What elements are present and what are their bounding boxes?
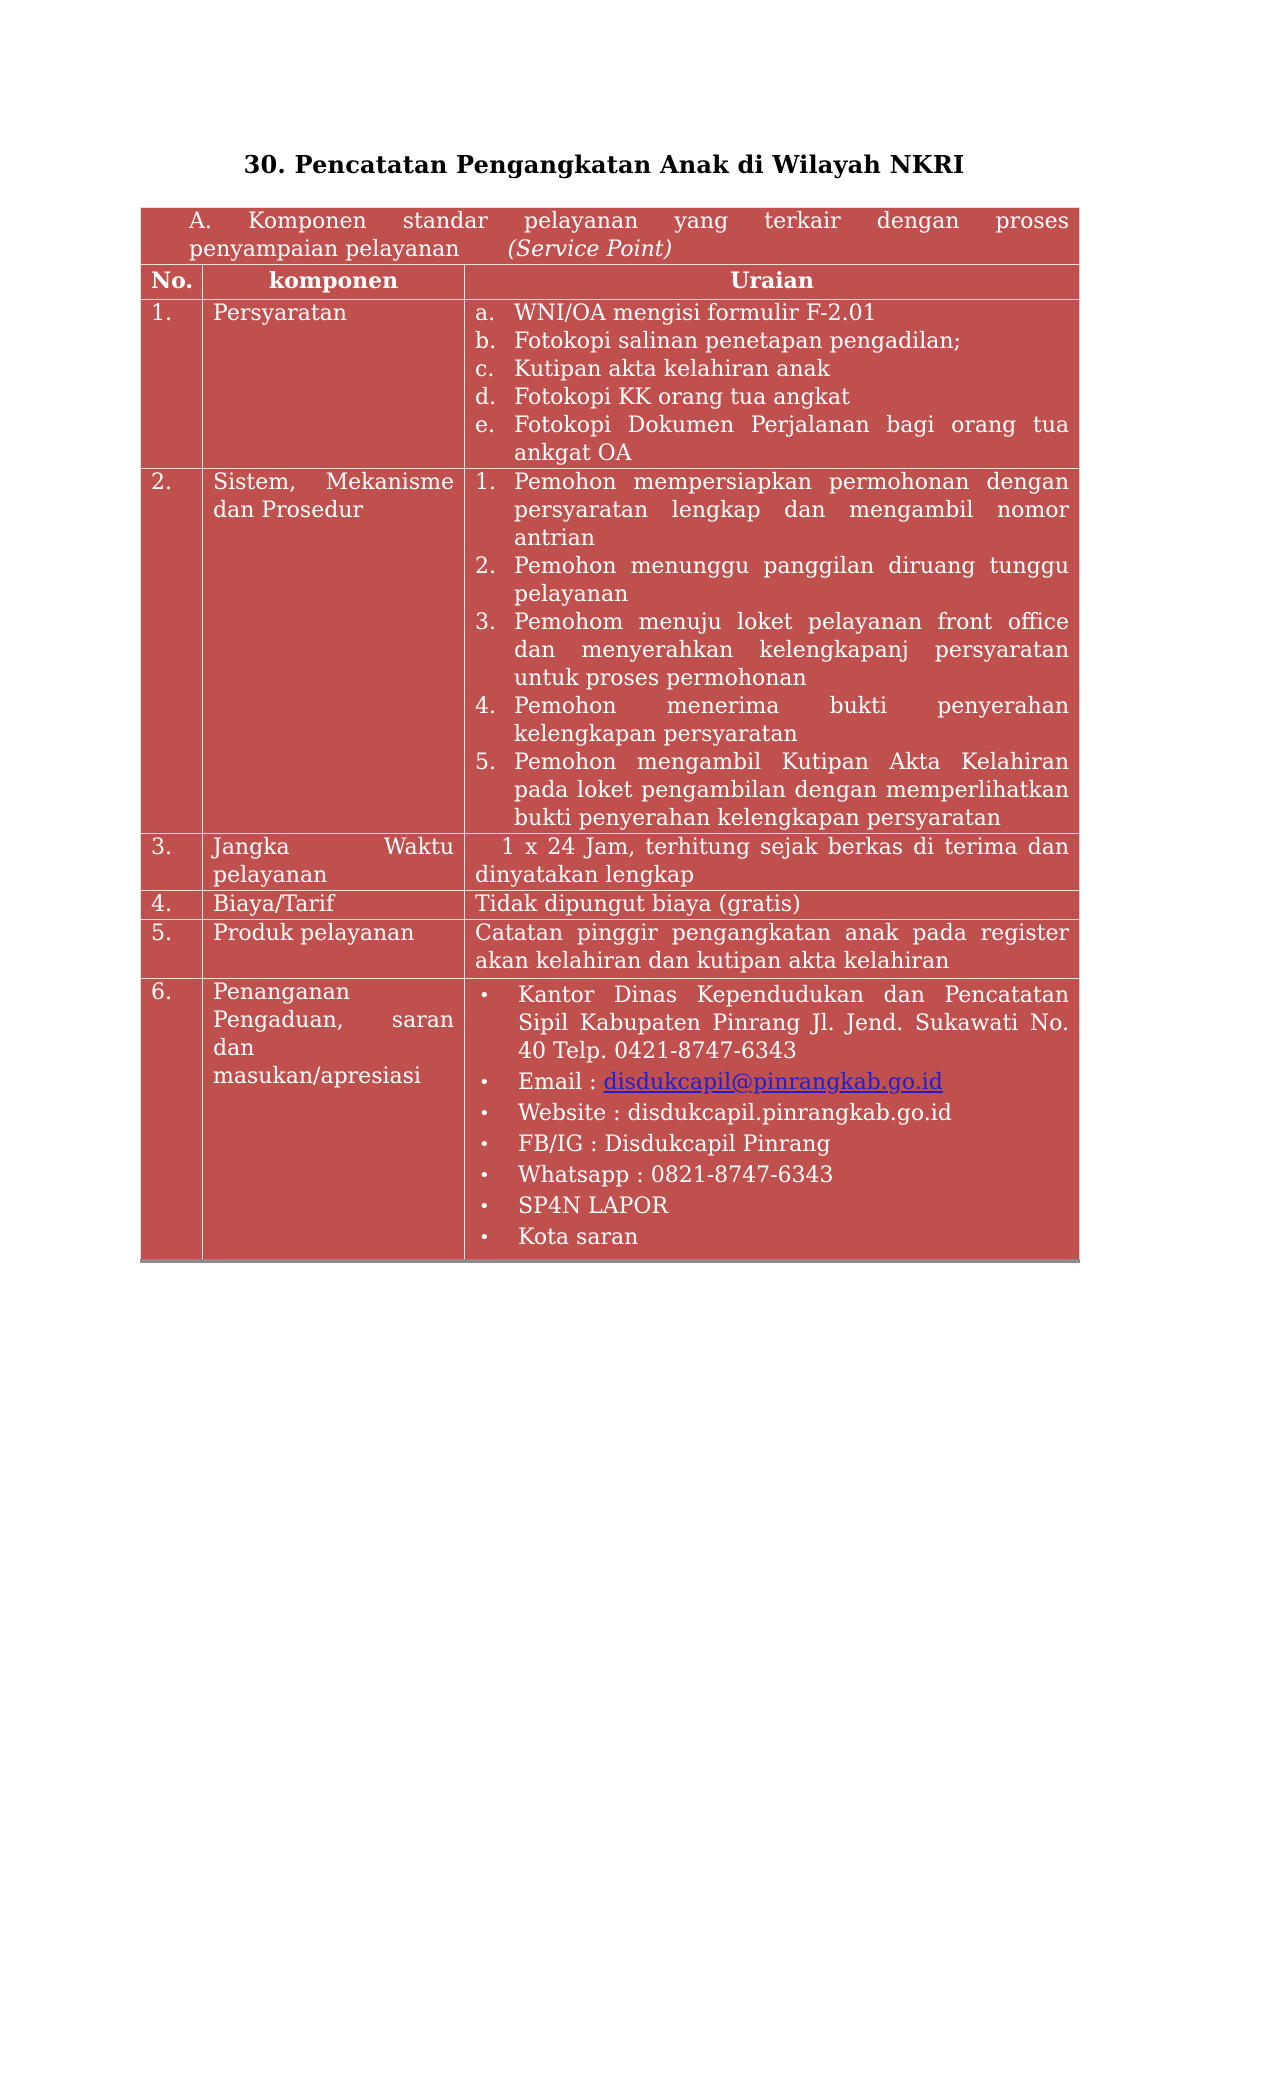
- office-address: Kantor Dinas Kependudukan dan Pencatatan Sipil Kabupaten Pinrang Jl. Jend. Sukawati No. 40 Telp. 0421-8747-6343: [518, 983, 1069, 1064]
- list-text: Pemohon menunggu panggilan diruang tunggu pelayanan: [514, 554, 1069, 607]
- list-item: [475, 1131, 1069, 1159]
- list-text: Fotokopi salinan penetapan pengadilan;: [514, 329, 961, 354]
- list-text: Kutipan akta kelahiran anak: [514, 357, 830, 382]
- list-item: [475, 469, 1069, 553]
- table-row: [141, 891, 1080, 920]
- kota-saran-text: Kota saran: [518, 1225, 639, 1250]
- list-marker: e.: [475, 413, 496, 438]
- section-header-row: [141, 208, 1080, 265]
- service-standard-table: [140, 207, 1080, 1263]
- row-description: [465, 834, 1080, 891]
- list-marker: 4.: [475, 694, 496, 719]
- list-item: [475, 693, 1069, 749]
- section-header: [141, 208, 1080, 265]
- list-marker: c.: [475, 357, 495, 382]
- service-time-text: 1 x 24 Jam, terhitung sejak berkas di terima dan dinyatakan lengkap: [475, 835, 1069, 888]
- document-title: 30. Pencatatan Pengangkatan Anak di Wilayah NKRI: [243, 150, 965, 179]
- row-component: Jangka Waktu pelayanan: [203, 834, 465, 891]
- column-header-uraian: Uraian: [465, 265, 1080, 300]
- list-text: Fotokopi Dokumen Perjalanan bagi orang tua ankgat OA: [514, 413, 1069, 466]
- list-text: Pemohom menuju loket pelayanan front office dan menyerahkan kelengkapanj persyaratan untuk proses permohonan: [514, 610, 1069, 691]
- column-header-komponen: komponen: [203, 265, 465, 300]
- section-header-line2: penyampaian pelayanan: [189, 237, 460, 262]
- list-item: [475, 1069, 1069, 1097]
- list-item: [475, 1224, 1069, 1252]
- list-item: [475, 356, 1069, 384]
- bullet-icon: •: [479, 985, 490, 1006]
- row-description: [465, 979, 1080, 1262]
- bullet-icon: •: [479, 1072, 490, 1093]
- column-header-row: [141, 265, 1080, 300]
- row-description: [465, 469, 1080, 834]
- list-text: Pemohon menerima bukti penyerahan kelengkapan persyaratan: [514, 694, 1069, 747]
- list-item: [475, 609, 1069, 693]
- list-item: [475, 1162, 1069, 1190]
- row-component: Persyaratan: [203, 300, 465, 469]
- row-component: Biaya/Tarif: [203, 891, 465, 920]
- list-text: Pemohon mengambil Kutipan Akta Kelahiran pada loket pengambilan dengan memperlihatkan bukti penyerahan kelengkapan persyaratan: [514, 750, 1069, 831]
- table-row: [141, 979, 1080, 1262]
- email-link[interactable]: disdukcapil@pinrangkab.go.id: [603, 1070, 943, 1095]
- row-number: 2.: [141, 469, 203, 834]
- row-number: 1.: [141, 300, 203, 469]
- list-item: [475, 1100, 1069, 1128]
- bullet-icon: •: [479, 1227, 490, 1248]
- table-row: [141, 834, 1080, 891]
- table-row: [141, 300, 1080, 469]
- list-item: [475, 1193, 1069, 1221]
- row-component: Produk pelayanan: [203, 920, 465, 979]
- list-marker: b.: [475, 329, 497, 354]
- section-header-line1: A. Komponen standar pelayanan yang terkair dengan proses: [189, 209, 1069, 234]
- procedure-list: [475, 469, 1069, 833]
- bullet-icon: •: [479, 1196, 490, 1217]
- requirements-list: [475, 300, 1069, 468]
- row-description: [465, 300, 1080, 469]
- row-description: Tidak dipungut biaya (gratis): [465, 891, 1080, 920]
- list-text: WNI/OA mengisi formulir F-2.01: [514, 301, 877, 326]
- row-component: Penanganan Pengaduan, saran dan masukan/apresiasi: [203, 979, 465, 1262]
- list-marker: 1.: [475, 470, 496, 495]
- list-text: Pemohon mempersiapkan permohonan dengan persyaratan lengkap dan mengambil nomor antrian: [514, 470, 1069, 551]
- email-label: Email :: [518, 1070, 604, 1095]
- bullet-icon: •: [479, 1165, 490, 1186]
- list-marker: a.: [475, 301, 496, 326]
- row-component: Sistem, Mekanisme dan Prosedur: [203, 469, 465, 834]
- list-item: [475, 328, 1069, 356]
- row-number: 4.: [141, 891, 203, 920]
- bullet-icon: •: [479, 1134, 490, 1155]
- row-number: 6.: [141, 979, 203, 1262]
- row-description: Catatan pinggir pengangkatan anak pada register akan kelahiran dan kutipan akta kelahiran: [465, 920, 1080, 979]
- list-marker: d.: [475, 385, 497, 410]
- website-text: Website : disdukcapil.pinrangkab.go.id: [518, 1101, 952, 1126]
- list-marker: 2.: [475, 554, 496, 579]
- list-item: [475, 412, 1069, 468]
- social-text: FB/IG : Disdukcapil Pinrang: [518, 1132, 831, 1157]
- complaint-channels-list: [475, 982, 1069, 1252]
- list-item: [475, 749, 1069, 833]
- list-text: Fotokopi KK orang tua angkat: [514, 385, 850, 410]
- list-item: [475, 384, 1069, 412]
- list-item: [475, 300, 1069, 328]
- list-marker: 3.: [475, 610, 496, 635]
- row-number: 5.: [141, 920, 203, 979]
- row-number: 3.: [141, 834, 203, 891]
- list-marker: 5.: [475, 750, 496, 775]
- bullet-icon: •: [479, 1103, 490, 1124]
- column-header-no: No.: [141, 265, 203, 300]
- whatsapp-text: Whatsapp : 0821-8747-6343: [518, 1163, 834, 1188]
- list-item: [475, 982, 1069, 1066]
- service-point-label: (Service Point): [507, 237, 673, 262]
- list-item: [475, 553, 1069, 609]
- lapor-text: SP4N LAPOR: [518, 1194, 669, 1219]
- table-row: [141, 920, 1080, 979]
- table-row: [141, 469, 1080, 834]
